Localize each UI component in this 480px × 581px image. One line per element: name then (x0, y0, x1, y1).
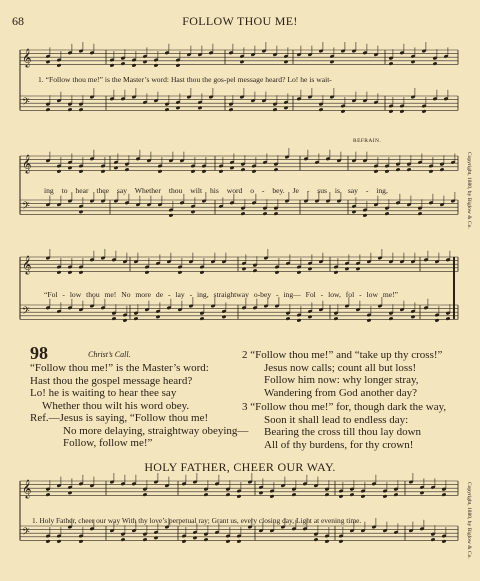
note-head (431, 537, 436, 541)
note-head (367, 318, 372, 322)
note-head (308, 267, 313, 271)
verse-line: Follow him now: why longer stray, (264, 374, 419, 387)
note-head (237, 494, 242, 498)
note-head (356, 267, 361, 271)
hymn-title-2: HOLY FATHER, CHEER OUR WAY. (144, 460, 336, 474)
note-head (341, 109, 346, 113)
verse-line: 2 “Follow thou me!” and “take up thy cross!” (242, 349, 443, 361)
note-head (79, 210, 84, 214)
note-head (422, 109, 427, 113)
hymn-subtitle: Christ’s Call. (88, 350, 131, 359)
note-head (226, 539, 231, 543)
note-head (114, 166, 119, 170)
note-head (230, 166, 235, 170)
note-head (363, 213, 368, 217)
note-head (407, 167, 412, 171)
note-head (169, 213, 174, 217)
note-head (420, 491, 425, 495)
note-head (121, 61, 126, 65)
note-head (308, 315, 313, 319)
verse-line: Jesus now calls; count all but loss! (264, 361, 417, 374)
note-head (200, 270, 205, 274)
refrain-line: Ref.—Jesus is saying, “Follow thou me! (30, 412, 209, 424)
note-head (284, 60, 289, 64)
note-head (46, 492, 51, 496)
lyric-line-3: “Fol - low thou me! No more de - lay - ing, straightway o-bey - ing— Fol - low, fol - low me!” (44, 290, 399, 299)
note-head (46, 539, 51, 543)
note-head (165, 107, 170, 111)
note-head (440, 167, 445, 171)
lyric-line-1: 1. “Follow thou me!” is the Master’s word: Hast thou the gos-pel message heard? Lo! he is wait- (38, 75, 332, 84)
note-head (193, 536, 198, 540)
bass-clef-icon: 𝄢 (22, 526, 30, 540)
note-head (253, 268, 258, 272)
note-head (57, 270, 62, 274)
note-head (339, 494, 344, 498)
note-head (263, 211, 268, 215)
verse-line: Bearing the cross till thou lay down (264, 426, 422, 439)
note-head (68, 107, 73, 111)
note-head (429, 169, 434, 173)
note-head (345, 267, 350, 271)
note-head (400, 109, 405, 113)
note-head (57, 63, 62, 67)
verse-line: Hast thou the gospel message heard? (30, 374, 193, 387)
note-head (385, 211, 390, 215)
note-head (275, 270, 280, 274)
note-head (319, 107, 324, 111)
note-head (101, 169, 106, 173)
note-head (241, 211, 246, 215)
hymn-title: FOLLOW THOU ME! (182, 14, 298, 28)
note-head (158, 169, 163, 173)
note-head (156, 315, 161, 319)
refrain-line: Follow, follow me!” (63, 437, 153, 450)
note-head (292, 492, 297, 496)
note-head (143, 537, 148, 541)
note-head (112, 316, 117, 320)
bass-clef-icon: 𝄢 (22, 305, 30, 319)
note-head (191, 169, 196, 173)
note-head (143, 492, 148, 496)
note-head (200, 316, 205, 320)
copyright-notice-1: Copyright, 1880, by Biglow & Co. (466, 152, 472, 229)
note-head (125, 167, 130, 171)
note-head (178, 270, 183, 274)
page-number: 68 (12, 14, 24, 28)
refrain-line: No more delaying, straightway obeying— (63, 424, 249, 437)
note-head (252, 169, 257, 173)
note-head (274, 211, 279, 215)
note-head (314, 537, 319, 541)
note-head (123, 318, 128, 322)
note-head (242, 267, 247, 271)
note-head (154, 536, 159, 540)
note-head (383, 494, 388, 498)
note-head (270, 494, 275, 498)
verse-1 (30, 362, 209, 412)
note-head (389, 109, 394, 113)
verse-line: Wandering from God another day? (264, 386, 418, 399)
note-head (68, 166, 73, 170)
note-head (237, 539, 242, 543)
note-head (191, 210, 196, 214)
treble-clef-icon: 𝄞 (22, 255, 32, 274)
note-head (134, 316, 139, 320)
verse-line: Soon it shall lead to endless day: (264, 413, 409, 426)
treble-clef-icon: 𝄞 (22, 154, 32, 173)
note-head (361, 494, 366, 498)
note-head (334, 316, 339, 320)
note-head (204, 537, 209, 541)
note-head (145, 270, 150, 274)
note-head (297, 270, 302, 274)
note-head (79, 169, 84, 173)
note-head (286, 316, 291, 320)
bass-clef-icon: 𝄢 (22, 96, 30, 110)
note-head (57, 539, 62, 543)
note-head (79, 107, 84, 111)
verse-2 (242, 349, 442, 399)
note-head (350, 492, 355, 496)
note-head (433, 61, 438, 65)
note-head (132, 63, 137, 67)
verse-line: Lo! he is waiting to hear thee say (30, 387, 177, 400)
note-head (435, 318, 440, 322)
note-head (176, 106, 181, 110)
verse-line: Whether thou wilt his word obey. (42, 399, 190, 412)
note-head (418, 211, 423, 215)
note-head (68, 270, 73, 274)
note-head (273, 107, 278, 111)
note-head (330, 60, 335, 64)
note-head (284, 106, 289, 110)
verse-line: All of thy burdens, for thy crown! (264, 438, 414, 451)
note-head (46, 60, 51, 64)
verse-line: 3 “Follow thou me!” for, though dark the way, (242, 401, 447, 413)
copyright-notice-2: Copyright, 1880, by Biglow & Co. (466, 482, 472, 559)
note-head (389, 316, 394, 320)
note-head (411, 315, 416, 319)
note-head (240, 60, 245, 64)
note-head (325, 492, 330, 496)
note-head (202, 169, 207, 173)
refrain-label: REFRAIN. (353, 138, 382, 144)
note-head (226, 492, 231, 496)
hymn-number: 98 (30, 343, 48, 363)
note-head (222, 315, 227, 319)
note-head (219, 169, 224, 173)
note-head (68, 491, 73, 495)
verse-3 (242, 401, 446, 451)
lyric-line-hymn2: 1. Holy Father, cheer our way With thy love’s perpetual ray; Grant us, every closing day, Light at evening time. (32, 516, 362, 525)
note-head (57, 169, 62, 173)
note-head (79, 270, 84, 274)
note-head (198, 106, 203, 110)
note-head (442, 492, 447, 496)
note-head (241, 167, 246, 171)
note-head (229, 107, 234, 111)
note-head (352, 210, 357, 214)
note-head (274, 167, 279, 171)
note-head (143, 60, 148, 64)
note-head (121, 537, 126, 541)
treble-clef-icon: 𝄞 (22, 479, 32, 498)
note-head (259, 491, 264, 495)
note-head (334, 270, 339, 274)
note-head (394, 492, 399, 496)
verse-line: “Follow thou me!” is the Master’s word: (30, 362, 209, 374)
bass-clef-icon: 𝄢 (22, 200, 30, 214)
note-head (46, 107, 51, 111)
note-head (110, 63, 115, 67)
note-head (154, 63, 159, 67)
note-head (385, 169, 390, 173)
note-head (176, 63, 181, 67)
note-head (325, 539, 330, 543)
note-head (339, 539, 344, 543)
note-head (204, 492, 209, 496)
note-head (389, 61, 394, 65)
note-head (442, 539, 447, 543)
note-head (374, 169, 379, 173)
note-head (411, 60, 416, 64)
note-head (396, 167, 401, 171)
note-head (79, 539, 84, 543)
note-head (297, 318, 302, 322)
treble-clef-icon: 𝄞 (22, 48, 32, 67)
note-head (182, 539, 187, 543)
refrain-text (30, 412, 248, 450)
lyric-line-2: ing to hear thee say Whether thou wilt his word o - bey. Je - sus is say - ing, (44, 186, 388, 195)
note-head (446, 316, 451, 320)
